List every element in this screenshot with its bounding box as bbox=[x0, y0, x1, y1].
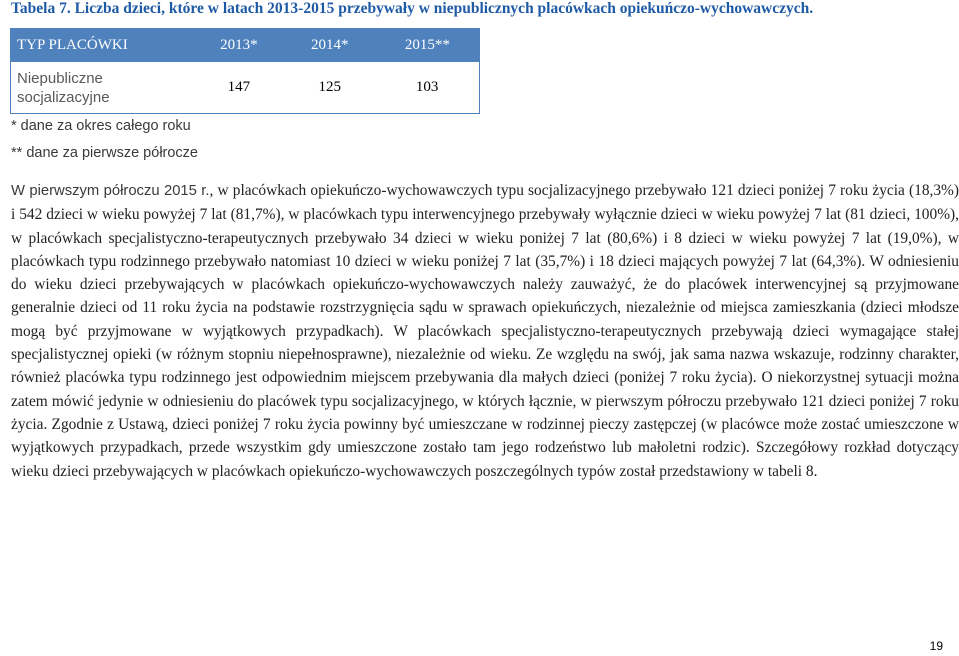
row-type-line2: socjalizacyjne bbox=[17, 88, 110, 106]
header-2015: 2015** bbox=[375, 29, 479, 62]
body-paragraph bbox=[11, 179, 959, 483]
children-table bbox=[10, 28, 480, 114]
row-type-line1: Niepubliczne bbox=[17, 69, 103, 87]
value-2014: 125 bbox=[284, 62, 375, 114]
page-number: 19 bbox=[929, 639, 943, 653]
header-type: TYP PLACÓWKI bbox=[11, 29, 194, 62]
value-2015: 103 bbox=[375, 62, 479, 114]
value-2013: 147 bbox=[194, 62, 285, 114]
table-row bbox=[11, 62, 480, 114]
header-2014: 2014* bbox=[284, 29, 375, 62]
footnote-full-year: * dane za okres całego roku bbox=[11, 118, 191, 134]
footnote-half-year: ** dane za pierwsze półrocze bbox=[11, 145, 198, 161]
row-type-cell bbox=[11, 62, 194, 114]
table-header-row bbox=[11, 29, 480, 62]
paragraph-lead: W pierwszym półroczu 2015 r. bbox=[11, 183, 210, 199]
table-caption: Tabela 7. Liczba dzieci, które w latach 2013-2015 przebywały w niepublicznych placówkach opiekuńczo-wychowawczych. bbox=[11, 0, 814, 17]
paragraph-body: , w placówkach opiekuńczo-wychowawczych typu socjalizacyjnego przebywało 121 dzieci poniżej 7 roku życia (18,3%) i 542 dzieci w wieku powyżej 7 lat (81,7%), w placówkach typu interwencyjnego przebywały wyłącznie dzieci w wieku powyżej 7 lat (81 dzieci, 100%), w placówkach specjalistyczno-terapeutycznych przebywało 34 dzieci w wieku poniżej 7 lat (80,6%) i 8 dzieci w wieku powyżej 7 lat (19,0%), w placówkach typu rodzinnego przebywało natomiast 10 dzieci w wieku poniżej 7 lat (35,7%) i 18 dzieci mających powyżej 7 lat (64,3%). W odniesieniu do wieku dzieci przebywających w placówkach opiekuńczo-wychowawczych należy zauważyć, że do placówek interwencyjnej są przyjmowane generalnie dzieci od 11 roku życia na podstawie rozstrzygnięcia sądu w sprawach opiekuńczych, niezależnie od miejsca zamieszkania (dzieci młodsze mogą być przyjmowane w wyjątkowych przypadkach). W placówkach specjalistyczno-terapeutycznych przebywają dzieci wymagające stałej specjalistycznej opieki (w różnym stopniu niepełnosprawne), niezależnie od wieku. Ze względu na swój, jak sama nazwa wskazuje, rodzinny charakter, również placówka typu rodzinnego jest odpowiednim miejscem przebywania dla małych dzieci (poniżej 7 roku życia). O niekorzystnej sytuacji można zatem mówić jedynie w odniesieniu do placówek typu socjalizacyjnego, w których łącznie, w pierwszym półroczu przebywało 121 dzieci poniżej 7 roku życia. Zgodnie z Ustawą, dzieci poniżej 7 roku życia powinny być umieszczane w rodzinnej pieczy zastępczej (w placówce może zostać umieszczone w wyjątkowych przypadkach, przede wszystkim gdy umieszczone zostało tam jego rodzeństwo lub małoletni rodzic). Szczegółowy rozkład dotyczący wieku dzieci przebywających w placówkach opiekuńczo-wychowawczych poszczególnych typów został przedstawiony w tabeli 8. bbox=[11, 182, 959, 480]
header-2013: 2013* bbox=[194, 29, 285, 62]
